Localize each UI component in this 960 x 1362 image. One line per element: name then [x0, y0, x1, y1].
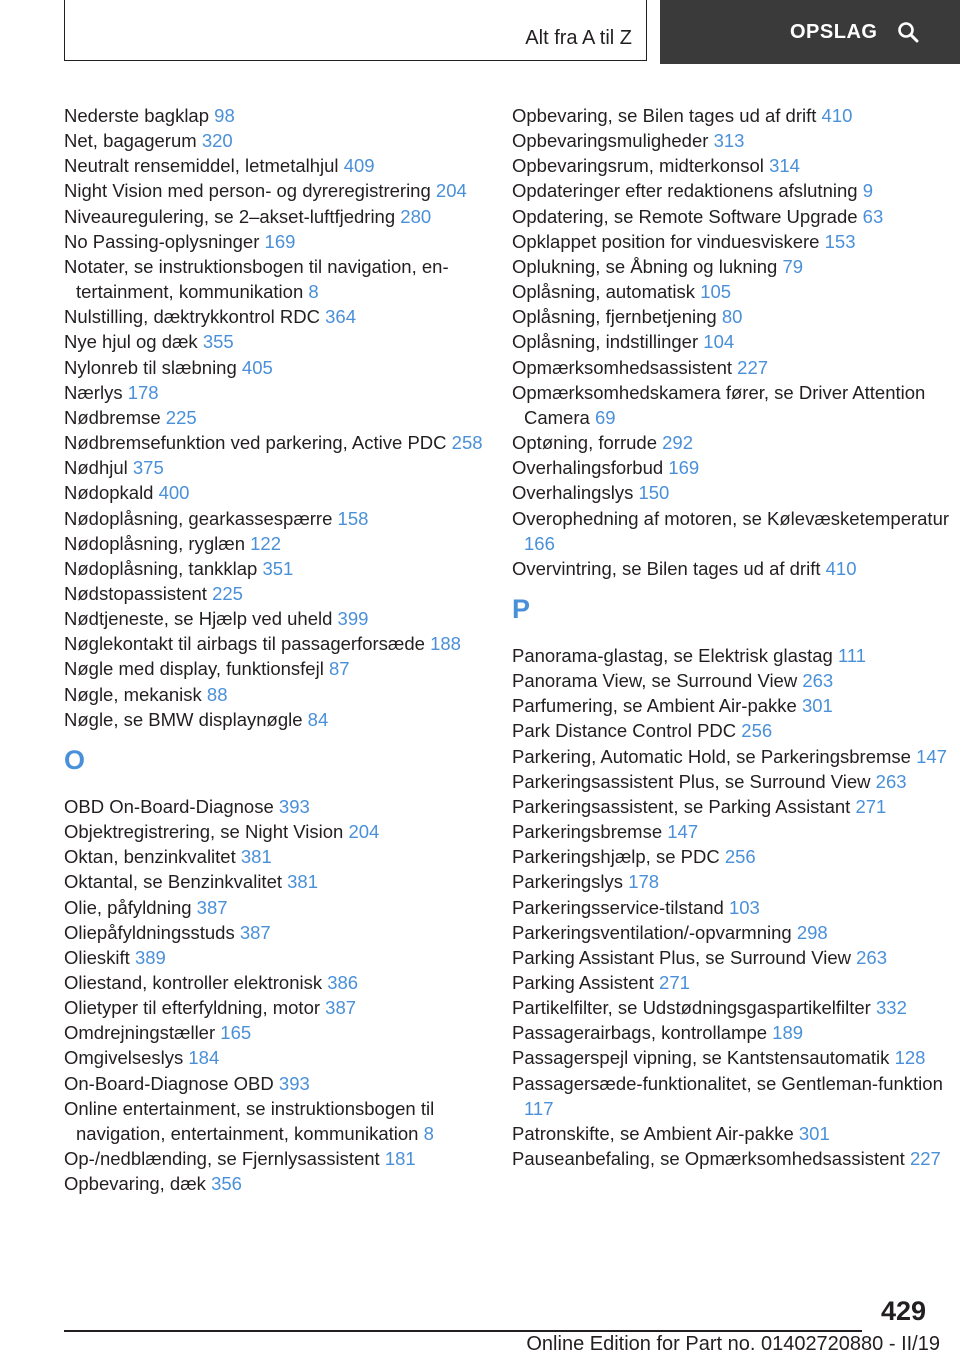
page-link[interactable]: 386	[327, 972, 359, 993]
page-number: 429	[880, 1296, 926, 1326]
index-entry-term: Overvintring, se Bilen tages ud af drift	[512, 557, 821, 579]
index-entry-term: Parkeringsassistent Plus, se Surround View	[512, 770, 871, 792]
index-entry-term: Opbevaring, dæk	[64, 1173, 206, 1195]
page-link[interactable]: 256	[741, 720, 773, 742]
page-link[interactable]: 105	[700, 281, 732, 303]
index-entry-term: Nødopkald	[64, 482, 154, 504]
index-entry-term: Niveauregulering, se 2–akset-luftfjedring	[64, 205, 396, 227]
index-entry	[512, 430, 952, 455]
index-entry	[64, 920, 484, 945]
index-entry	[512, 844, 952, 869]
page-link[interactable]: 150	[638, 482, 670, 504]
index-entry-term: Optøning, forrude	[512, 432, 657, 454]
index-entry	[64, 1096, 484, 1146]
index-entry-term: Overhalingslys	[512, 482, 634, 504]
page-link[interactable]: 409	[343, 155, 375, 177]
page-link[interactable]: 204	[348, 821, 380, 843]
index-entry-term: On-Board-Diagnose OBD	[64, 1072, 274, 1094]
index-entry-term: Omdrejningstæller	[64, 1022, 216, 1044]
index-entry	[64, 254, 484, 304]
index-entry-term: Nødbremsefunktion ved parkering, Active PDC	[64, 432, 447, 454]
index-entry	[512, 1146, 952, 1171]
index-entry-term: Net, bagagerum	[64, 130, 197, 152]
index-entry-term: Nøglekontakt til airbags til passagerforsæde	[64, 633, 425, 655]
index-entry	[512, 128, 952, 153]
index-entry	[512, 794, 952, 819]
index-entry-term: Overophedning af motoren, se Kølevæsketemperatur	[512, 507, 950, 529]
page-link[interactable]: 87	[328, 658, 350, 680]
index-entry-term: Nødstopassistent	[64, 582, 207, 604]
index-entry	[512, 1121, 952, 1146]
page-link[interactable]: 301	[798, 1122, 830, 1144]
index-entry	[512, 869, 952, 894]
index-entry	[64, 103, 484, 128]
index-entry	[512, 480, 952, 505]
page-link[interactable]: 227	[737, 356, 769, 378]
index-entry	[512, 895, 952, 920]
index-entry-term: Nødoplåsning, gearkassespærre	[64, 507, 333, 529]
index-entry	[64, 329, 484, 354]
index-entry-term: Park Distance Control PDC	[512, 720, 737, 742]
index-entry-term: Opdateringer efter redaktionens afslutning	[512, 180, 858, 202]
index-entry	[512, 254, 952, 279]
index-entry-term: Oktan, benzinkvalitet	[64, 846, 236, 868]
page-link[interactable]: 178	[628, 871, 660, 893]
index-entry	[512, 1071, 952, 1121]
page-link[interactable]: 387	[196, 896, 228, 918]
index-entry	[64, 995, 484, 1020]
page-link[interactable]: 387	[325, 997, 357, 1019]
index-entry-term: Nøgle, se BMW displaynøgle	[64, 708, 303, 730]
index-entry-term: Passagerspejl vipning, se Kantstensautomatik	[512, 1047, 890, 1069]
page-link[interactable]: 111	[837, 644, 867, 666]
index-entry-term: Panorama View, se Surround View	[512, 670, 798, 692]
page-link[interactable]: 263	[856, 946, 888, 968]
page-link[interactable]: 84	[307, 708, 329, 730]
page-link[interactable]: 169	[668, 457, 700, 479]
index-entry-term: Parkeringsservice-tilstand	[512, 896, 724, 918]
page-link[interactable]: 381	[287, 871, 319, 893]
index-entry-term: Oplukning, se Åbning og lukning	[512, 255, 778, 277]
page-link[interactable]: 79	[782, 255, 804, 277]
search-button-label: OPSLAG	[790, 20, 878, 43]
index-entry	[64, 455, 484, 480]
footer-divider	[64, 1330, 862, 1332]
index-entry	[512, 668, 952, 693]
page-link[interactable]: 271	[659, 972, 690, 993]
index-entry	[64, 606, 484, 631]
index-entry-term: Parkeringsbremse	[512, 821, 663, 843]
index-entry-term: Passagersæde-funktionalitet, se Gentleman-funktion	[512, 1072, 943, 1094]
index-entry	[64, 819, 484, 844]
page-link[interactable]: 263	[802, 670, 834, 692]
index-entry-term: Parking Assistent	[512, 972, 654, 993]
page-link[interactable]: 8	[308, 281, 319, 303]
page-link[interactable]: 410	[825, 557, 857, 579]
page-link[interactable]: 165	[220, 1022, 252, 1044]
index-entry-term: Opmærksomhedsassistent	[512, 356, 733, 378]
index-entry-term: Nulstilling, dæktrykkontrol RDC	[64, 306, 320, 328]
index-entry-term: Olieskift	[64, 946, 130, 968]
index-entry	[64, 153, 484, 178]
page-link[interactable]: 158	[337, 507, 369, 529]
index-entry	[64, 1045, 484, 1070]
index-entry	[64, 204, 484, 229]
index-entry	[64, 895, 484, 920]
index-entry	[512, 279, 952, 304]
index-entry-term: Neutralt rensemiddel, letmetalhjul	[64, 155, 339, 177]
index-column-right	[512, 103, 952, 1171]
page-link[interactable]: 8	[423, 1122, 434, 1144]
index-entry	[512, 693, 952, 718]
index-entry	[64, 229, 484, 254]
index-entry	[64, 869, 484, 894]
index-entry-term: Parkeringslys	[512, 871, 624, 893]
index-entry	[64, 581, 484, 606]
index-entry	[64, 178, 484, 203]
page-link[interactable]: 355	[202, 331, 234, 353]
page-link[interactable]: 169	[264, 230, 296, 252]
page-link[interactable]: 147	[667, 821, 699, 843]
index-entry	[512, 556, 952, 581]
index-entry-term: Oplåsning, indstillinger	[512, 331, 699, 353]
page-link[interactable]: 178	[127, 381, 159, 403]
index-entry	[512, 103, 952, 128]
index-entry-term: Nylonreb til slæbning	[64, 356, 237, 378]
index-entry-term: Parkeringsventilation/-opvarmning	[512, 921, 792, 943]
index-entry-term: Oktantal, se Benzinkvalitet	[64, 871, 282, 893]
page-link[interactable]: 400	[158, 482, 190, 504]
index-entry	[64, 794, 484, 819]
top-navigation	[64, 0, 960, 64]
index-entry	[64, 656, 484, 681]
index-entry	[64, 304, 484, 329]
index-entry	[64, 682, 484, 707]
index-entry-term: Online entertainment, se instruktionsbogen til navigation, entertainment, kommunikation	[64, 1097, 435, 1144]
page-link[interactable]: 258	[451, 432, 483, 454]
page-link[interactable]: 204	[435, 180, 467, 202]
index-entry-term: Nødbremse	[64, 406, 161, 428]
page-link[interactable]: 301	[801, 695, 833, 717]
magnifier-icon	[897, 21, 919, 43]
index-entry	[512, 643, 952, 668]
index-entry-term: Olie, påfyldning	[64, 896, 192, 918]
page-link[interactable]: 263	[875, 770, 907, 792]
page-link[interactable]: 98	[214, 105, 235, 126]
page-link[interactable]: 314	[769, 155, 800, 177]
page-link[interactable]: 399	[337, 608, 369, 630]
index-entry-term: Olietyper til efterfyldning, motor	[64, 997, 321, 1019]
index-entry-term: Nødtjeneste, se Hjælp ved uheld	[64, 608, 333, 630]
index-entry-term: Nøgle, mekanisk	[64, 683, 202, 705]
index-entry	[512, 1020, 952, 1045]
page-link[interactable]: 117	[524, 1097, 554, 1119]
index-entry	[512, 178, 952, 203]
index-entry	[512, 506, 952, 556]
index-entry	[64, 531, 484, 556]
index-entry-term: Partikelfilter, se Udstødningsgaspartikelfilter	[512, 997, 871, 1019]
index-entry-term: Patronskifte, se Ambient Air-pakke	[512, 1122, 794, 1144]
page-link[interactable]: 225	[212, 582, 243, 604]
page-link[interactable]: 313	[713, 130, 745, 152]
index-entry	[64, 405, 484, 430]
index-entry	[512, 304, 952, 329]
index-entry-term: Parfumering, se Ambient Air-pakke	[512, 695, 797, 717]
page-link[interactable]: 320	[201, 130, 233, 152]
page-link[interactable]: 181	[384, 1148, 416, 1170]
index-entry-term: Nødhjul	[64, 457, 128, 479]
page-link[interactable]: 88	[206, 683, 228, 705]
index-entry	[64, 556, 484, 581]
index-entry-term: Parkeringshjælp, se PDC	[512, 846, 720, 868]
index-entry-term: Night Vision med person- og dyreregistrering	[64, 180, 431, 202]
index-entry	[512, 229, 952, 254]
index-entry-term: Nye hjul og dæk	[64, 331, 198, 353]
index-entry-term: Nødoplåsning, tankklap	[64, 557, 258, 579]
page-link[interactable]: 356	[211, 1173, 242, 1195]
index-entry	[64, 970, 484, 995]
page-link[interactable]: 332	[876, 997, 907, 1019]
index-entry-term: Omgivelseslys	[64, 1047, 184, 1069]
index-entry	[512, 920, 952, 945]
index-entry	[64, 844, 484, 869]
index-entry	[64, 480, 484, 505]
page-link[interactable]: 69	[594, 406, 616, 428]
index-entry	[512, 819, 952, 844]
index-entry	[512, 1045, 952, 1070]
index-entry	[64, 707, 484, 732]
page-link[interactable]: 128	[894, 1047, 926, 1069]
index-column-left	[64, 103, 484, 1196]
page-link[interactable]: 375	[132, 457, 164, 479]
section-letter: P	[512, 593, 531, 624]
index-entry-term: Opbevaring, se Bilen tages ud af drift	[512, 105, 817, 126]
index-entry-term: Opklappet position for vinduesviskere	[512, 230, 820, 252]
page-link[interactable]: 166	[524, 532, 555, 554]
page-link[interactable]: 227	[909, 1148, 941, 1170]
page-link[interactable]: 9	[862, 180, 873, 202]
index-entry-term: Parking Assistant Plus, se Surround View	[512, 946, 851, 968]
index-entry	[512, 153, 952, 178]
index-entry	[64, 1020, 484, 1045]
index-entry	[64, 506, 484, 531]
index-entry	[512, 355, 952, 380]
page-link[interactable]: 292	[662, 432, 694, 454]
index-entry-term: Objektregistrering, se Night Vision	[64, 821, 344, 843]
index-entry	[512, 455, 952, 480]
index-entry-term: Oplåsning, fjernbetjening	[512, 306, 717, 328]
page-link[interactable]: 405	[241, 356, 273, 378]
breadcrumb[interactable]	[64, 0, 647, 61]
index-entry	[512, 769, 952, 794]
page-link[interactable]: 351	[262, 557, 294, 579]
index-entry-term: Opmærksomhedskamera fører, se Driver Attention Camera	[512, 381, 926, 428]
index-entry-term: Overhalingsforbud	[512, 457, 664, 479]
index-entry-term: Nødoplåsning, ryglæn	[64, 532, 245, 554]
page-link[interactable]: 280	[400, 205, 432, 227]
index-entry	[512, 970, 952, 995]
page-link[interactable]: 393	[278, 795, 310, 817]
page-link[interactable]: 189	[772, 1022, 804, 1044]
page-link[interactable]: 188	[430, 633, 461, 655]
search-button[interactable]	[660, 0, 960, 64]
index-entry	[512, 380, 952, 430]
page-link[interactable]: 410	[821, 105, 853, 126]
index-entry-term: Notater, se instruktionsbogen til navigation, entertainment, kommunikation	[64, 255, 449, 303]
index-entry	[512, 945, 952, 970]
index-entry-term: Nederste bagklap	[64, 105, 210, 126]
index-entry-term: Opbevaringsmuligheder	[512, 130, 709, 152]
index-entry	[512, 329, 952, 354]
page-link[interactable]: 122	[250, 532, 281, 554]
index-entry-term: Pauseanbefaling, se Opmærksomhedsassistent	[512, 1148, 905, 1170]
index-entry-term: Parkeringsassistent, se Parking Assistant	[512, 795, 851, 817]
index-entry-term: Parkering, Automatic Hold, se Parkeringsbremse	[512, 745, 911, 767]
edition-footer: Online Edition for Part no. 01402720880 - II/19	[526, 1333, 940, 1355]
index-entry	[512, 744, 952, 769]
index-entry-term: Opdatering, se Remote Software Upgrade	[512, 205, 858, 227]
page-link[interactable]: 298	[796, 921, 828, 943]
index-entry-term: Oliestand, kontroller elektronisk	[64, 972, 323, 993]
page-link[interactable]: 271	[855, 795, 887, 817]
page-link[interactable]: 387	[239, 921, 271, 943]
index-entry	[512, 995, 952, 1020]
page-link[interactable]: 184	[188, 1047, 220, 1069]
index-entry-term: Oplåsning, automatisk	[512, 281, 696, 303]
index-entry-term: Panorama-glastag, se Elektrisk glastag	[512, 644, 833, 666]
index-entry	[64, 945, 484, 970]
index-entry	[64, 1071, 484, 1096]
index-entry-term: Op-/nedblænding, se Fjernlysassistent	[64, 1148, 380, 1170]
page-link[interactable]: 63	[862, 205, 884, 227]
index-entry	[64, 355, 484, 380]
page-link[interactable]: 80	[721, 306, 743, 328]
page-link[interactable]: 104	[703, 331, 735, 353]
page-link[interactable]: 381	[240, 846, 272, 868]
page-link[interactable]: 256	[724, 846, 756, 868]
index-entry-term: Oliepåfyldningsstuds	[64, 921, 235, 943]
index-entry	[64, 430, 484, 455]
index-entry	[64, 380, 484, 405]
section-letter: O	[64, 744, 86, 775]
index-entry	[64, 631, 484, 656]
index-entry	[64, 1171, 484, 1196]
page-link[interactable]: 153	[824, 230, 856, 252]
index-entry	[512, 204, 952, 229]
index-entry	[512, 718, 952, 743]
index-entry-term: OBD On-Board-Diagnose	[64, 795, 274, 817]
page-link[interactable]: 147	[916, 745, 947, 767]
index-entry-term: Nøgle med display, funktionsfejl	[64, 658, 324, 680]
index-entry	[64, 128, 484, 153]
page-link[interactable]: 103	[728, 896, 760, 918]
page-link[interactable]: 225	[165, 406, 197, 428]
page-link[interactable]: 389	[134, 946, 166, 968]
index-entry	[64, 1146, 484, 1171]
index-entry-term: No Passing-oplysninger	[64, 230, 260, 252]
breadcrumb-label: Alt fra A til Z	[525, 27, 632, 49]
index-entry-term: Nærlys	[64, 381, 123, 403]
index-entry-term: Passagerairbags, kontrollampe	[512, 1022, 768, 1044]
page-link[interactable]: 364	[325, 306, 356, 328]
index-entry-term: Opbevaringsrum, midterkonsol	[512, 155, 764, 177]
page-link[interactable]: 393	[278, 1072, 310, 1094]
